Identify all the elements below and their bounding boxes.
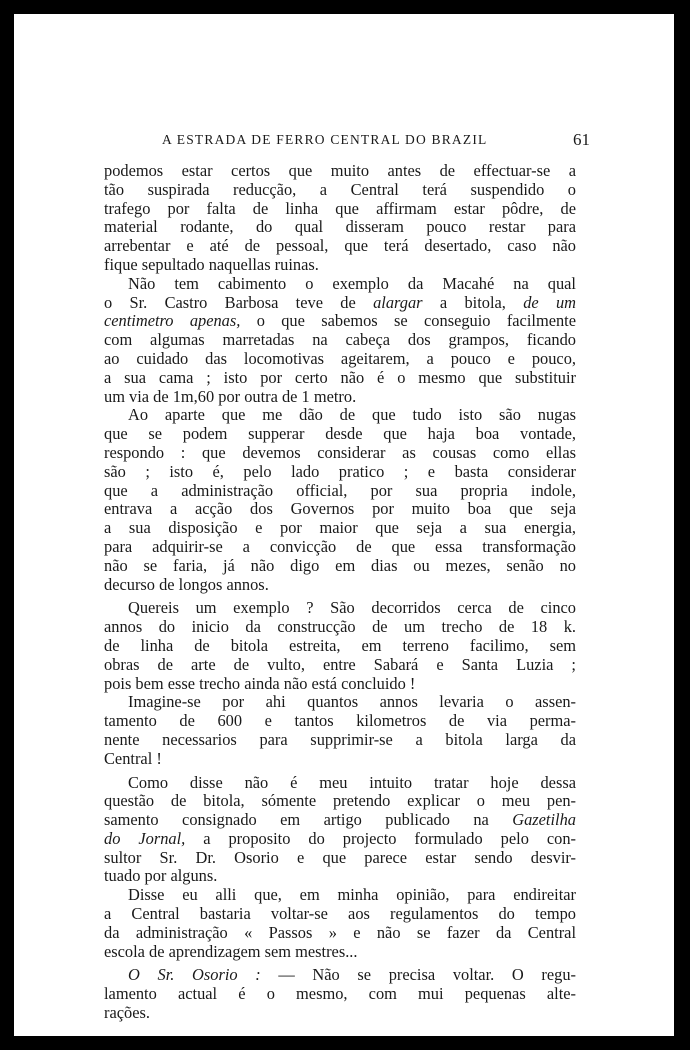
text-line: Ao aparte que me dão de que tudo isto são nugas	[128, 405, 576, 425]
text-line: Imagine-se por ahi quantos annos levaria o assen-	[128, 692, 576, 712]
text-line: Como disse não é meu intuito tratar hoje dessa	[128, 772, 576, 792]
italic-text: do Jornal,	[104, 828, 186, 848]
text-line: tuado por alguns.	[104, 866, 218, 886]
page-number: 61	[573, 130, 590, 149]
text-line: nente necessarios para supprimir-se a bitola larga da	[104, 729, 576, 749]
text-line: centimetro apenas, o que sabemos se conseguio facilmente	[104, 311, 576, 331]
text-line: sultor Sr. Dr. Osorio e que parece estar sendo desvir-	[104, 847, 576, 867]
text-line: fique sepultado naquellas ruinas.	[104, 254, 319, 274]
text-line: de linha de bitola estreita, em terreno facilimo, sem	[104, 635, 576, 655]
text-line: da administração « Passos » e não se fazer da Central	[104, 922, 576, 942]
text-line: Não tem cabimento o exemplo da Macahé na qual	[128, 273, 576, 293]
text-line: para adquirir-se a convicção de que essa transformação	[104, 536, 576, 556]
text-line: do Jornal, a proposito do projecto formulado pelo con-	[104, 828, 576, 848]
text-line: samento consignado em artigo publicado na Gazetilha	[104, 810, 576, 830]
text-line: Quereis um exemplo ? São decorridos cerca de cinco	[128, 598, 576, 618]
italic-text: centimetro apenas,	[104, 311, 241, 331]
text-line: annos do inicio da construcção de um trecho de 18 k.	[104, 617, 576, 637]
book-page	[14, 14, 674, 1036]
text-line: entrava a acção dos Governos por muito boa que seja	[104, 499, 576, 519]
paragraph	[104, 406, 576, 594]
body-text	[104, 162, 576, 1023]
text-line: respondo : que devemos considerar as cousas como ellas	[104, 442, 576, 462]
text-line: arrebentar e até de pessoal, que terá desertado, caso não	[104, 236, 576, 256]
italic-text: Gazetilha	[512, 810, 576, 830]
text-line: um via de 1m,60 por outra de 1 metro.	[104, 386, 357, 406]
text-line: O Sr. Osorio : — Não se precisa voltar. O regu-	[128, 965, 576, 985]
text-line: decurso de longos annos.	[104, 574, 269, 594]
text-line: a Central bastaria voltar-se aos regulamentos do tempo	[104, 904, 576, 924]
paragraph	[104, 599, 576, 693]
paragraph	[104, 886, 576, 961]
paragraph	[104, 693, 576, 768]
running-header	[162, 132, 590, 156]
text-line: com algumas marretadas na cabeça dos grampos, ficando	[104, 330, 576, 350]
paragraph	[104, 774, 576, 887]
text-line: Disse eu alli que, em minha opinião, para endireitar	[128, 885, 576, 905]
text-line: rações.	[104, 1003, 150, 1023]
text-line: tão suspirada reducção, a Central terá suspendido o	[104, 179, 576, 199]
text-line: questão de bitola, sómente pretendo explicar o meu pen-	[104, 791, 576, 811]
text-line: que a administração official, por sua propria indole,	[104, 480, 576, 500]
text-line: a sua cama ; isto por certo não é o mesmo que substituir	[104, 367, 576, 387]
text-line: não se faria, já não digo em dias ou mezes, senão no	[104, 555, 576, 575]
text-line: podemos estar certos que muito antes de effectuar-se a	[104, 161, 576, 180]
text-line: escola de aprendizagem sem mestres...	[104, 941, 358, 961]
text-line: tamento de 600 e tantos kilometros de via perma-	[104, 711, 576, 731]
text-line: trafego por falta de linha que affirmam estar pôdre, de	[104, 198, 576, 218]
text-line: material rodante, do qual disseram pouco restar para	[104, 217, 576, 237]
paragraph	[104, 162, 576, 275]
italic-text: alargar	[373, 292, 423, 312]
text-line: a sua disposição e por maior que seja a sua energia,	[104, 518, 576, 538]
text-line: são ; isto é, pelo lado pratico ; e basta considerar	[104, 461, 576, 481]
italic-text: O Sr. Osorio :	[128, 965, 261, 985]
paragraph	[104, 275, 576, 407]
text-line: o Sr. Castro Barbosa teve de alargar a bitola, de um	[104, 292, 576, 312]
italic-text: de um	[523, 292, 576, 312]
paragraph	[104, 966, 576, 1022]
text-line: que se podem supperar desde que haja boa vontade,	[104, 424, 576, 444]
text-line: pois bem esse trecho ainda não está concluido !	[104, 673, 416, 693]
text-line: ao cuidado das locomotivas ageitarem, a pouco e pouco,	[104, 348, 576, 368]
header-title: A ESTRADA DE FERRO CENTRAL DO BRAZIL	[162, 132, 488, 147]
text-line: lamento actual é o mesmo, com mui pequenas alte-	[104, 984, 576, 1004]
text-line: obras de arte de vulto, entre Sabará e Santa Luzia ;	[104, 654, 576, 674]
text-line: Central !	[104, 748, 162, 768]
